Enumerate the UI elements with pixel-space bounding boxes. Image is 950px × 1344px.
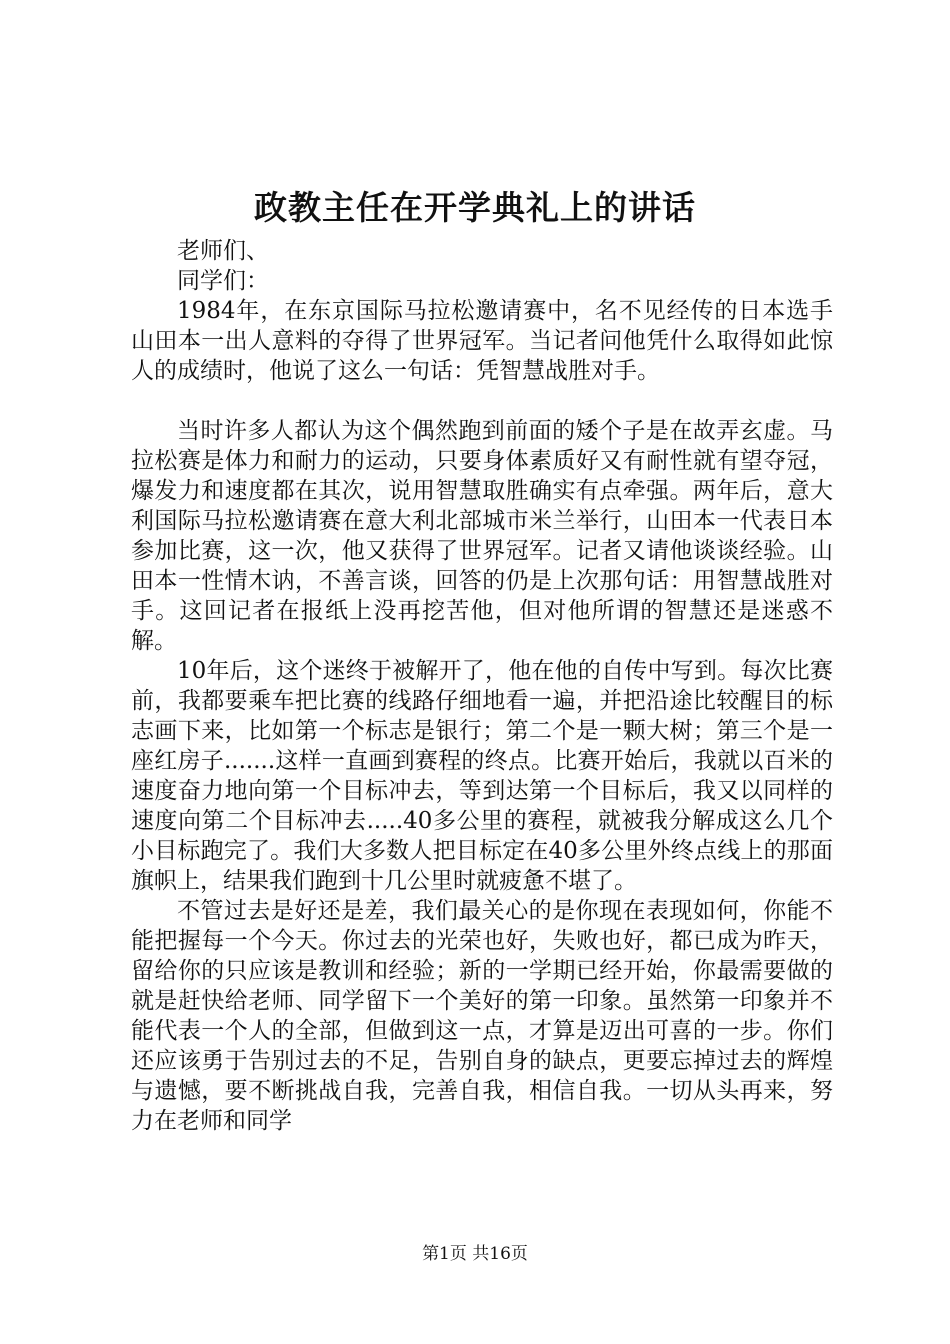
- salutation-students: 同学们：: [177, 268, 269, 294]
- page-footer: [0, 1242, 950, 1266]
- page-indicator: 第1页 共16页: [422, 1244, 528, 1264]
- paragraph-1: 1984年，在东京国际马拉松邀请赛中，名不见经传的日本选手山田本一出人意料的夺得了世界冠军。当记者问他凭什么取得如此惊人的成绩时，他说了这么一句话：凭智慧战胜对手。: [131, 298, 833, 384]
- salutation-teachers: 老师们、: [177, 238, 269, 264]
- document-title: 政教主任在开学典礼上的讲话: [254, 188, 696, 227]
- document-body: [131, 236, 833, 1136]
- paragraph-3: 10年后，这个迷终于被解开了，他在他的自传中写到。每次比赛前，我都要乘车把比赛的线路仔细地看一遍，并把沿途比较醒目的标志画下来，比如第一个标志是银行；第二个是一颗大树；第三个是一座红房子.......这样一直画到赛程的终点。比赛开始后，我就以百米的速度奋力地向第一个目标冲去，等到达第一个目标后，我又以同样的速度向第二个目标冲去.....40多公里的赛程，就被我分解成这么几个小目标跑完了。我们大多数人把目标定在40多公里外终点线上的那面旗帜上，结果我们跑到十几公里时就疲惫不堪了。: [131, 658, 833, 894]
- paragraph-2: 当时许多人都认为这个偶然跑到前面的矮个子是在故弄玄虚。马拉松赛是体力和耐力的运动，只要身体素质好又有耐性就有望夺冠，爆发力和速度都在其次，说用智慧取胜确实有点牵强。两年后，意大利国际马拉松邀请赛在意大利北部城市米兰举行，山田本一代表日本参加比赛，这一次，他又获得了世界冠军。记者又请他谈谈经验。山田本一性情木讷，不善言谈，回答的仍是上次那句话：用智慧战胜对手。这回记者在报纸上没再挖苦他，但对他所谓的智慧还是迷惑不解。: [131, 418, 833, 654]
- paragraph-gap: [131, 386, 833, 416]
- paragraph-4: 不管过去是好还是差，我们最关心的是你现在表现如何，你能不能把握每一个今天。你过去的光荣也好，失败也好，都已成为昨天，留给你的只应该是教训和经验；新的一学期已经开始，你最需要做的就是赶快给老师、同学留下一个美好的第一印象。虽然第一印象并不能代表一个人的全部，但做到这一点，才算是迈出可喜的一步。你们还应该勇于告别过去的不足，告别自身的缺点，更要忘掉过去的辉煌与遗憾，要不断挑战自我，完善自我，相信自我。一切从头再来，努力在老师和同学: [131, 898, 833, 1134]
